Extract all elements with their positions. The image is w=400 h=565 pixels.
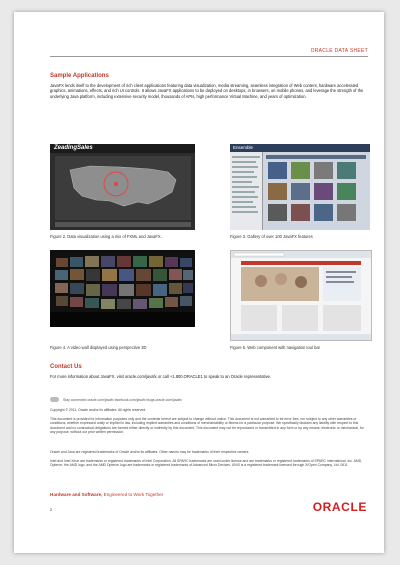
- contact-title: Contact Us: [50, 364, 82, 370]
- legal-intel-sparc: Intel and Intel Xeon are trademarks or registered trademarks of Intel Corporation. All SPARC trademarks are used under license and are trademarks or registered trademarks of SPARC International, Inc. AMD, Opteron, the AMD logo, and the AMD Opteron logo are trademarks or registered trademarks of Advanced Micro Devices. UNIX is a registered trademark licensed through X/Open Company, Ltd. 0611: [50, 459, 363, 468]
- figure-2-image: [50, 144, 195, 230]
- datasheet-label: ORACLE DATA SHEET: [310, 48, 368, 54]
- cloud-icon: [50, 397, 59, 402]
- video-wall-3d: [50, 250, 195, 327]
- figure-5-image: [230, 250, 372, 341]
- figure-5-caption: Figure 5. Web component with navigation tool bar: [230, 345, 321, 350]
- figure-3-app-title: Ensemble: [233, 145, 254, 150]
- figure-3-caption: Figure 3. Gallery of over 100 JavaFX features: [230, 234, 313, 239]
- sample-apps-title: Sample Applications: [50, 73, 109, 79]
- oracle-logo: ORACLE: [312, 500, 367, 514]
- tagline: [50, 492, 163, 497]
- ensemble-gallery-grid: [230, 144, 370, 230]
- datasheet-page: [14, 12, 384, 553]
- social-row: [50, 397, 182, 402]
- legal-disclaimer: This document is provided for information purposes only and the contents hereof are subject to change without notice. This document is not warranted to be error-free, nor subject to any other warranties or conditions, whether expressed orally or implied in law, including implied warranties and conditions of merchantability or fitness for a particular purpose. We specifically disclaim any liability with respect to this document and no contractual obligations are formed either directly or indirectly by this document. This document may not be reproduced or transmitted in any form or by any means, electronic or mechanical, for any purpose, without our prior written permission.: [50, 417, 364, 434]
- legal-trademarks: Oracle and Java are registered trademarks of Oracle and/or its affiliates. Other names may be trademarks of their respective owners.: [50, 450, 250, 454]
- page-number: 2: [50, 507, 53, 512]
- figure-4-caption: Figure 4. A video wall displayed using perspective 3D: [50, 345, 147, 350]
- figure-4-image: [50, 250, 195, 327]
- copyright: Copyright © 2011, Oracle and/or its affiliates. All rights reserved.: [50, 408, 147, 412]
- figure-2-caption: Figure 2. Data visualization using a mix of FXML and JavaFX.: [50, 234, 162, 239]
- web-component-browser: [231, 251, 371, 340]
- tagline-rest: Engineered to Work Together: [103, 492, 164, 497]
- tagline-bold: Hardware and Software,: [50, 492, 103, 497]
- figure-2-app-title: ZeadingSales: [54, 145, 93, 151]
- us-map-visualization: [50, 144, 195, 230]
- social-links[interactable]: Stay connected oracle.com/javafx facebook.com/javafx blogs.oracle.com/javafx: [63, 397, 182, 402]
- header-rule: [50, 56, 368, 57]
- sample-apps-body: JavaFX lends itself to the development of rich client applications featuring data visualization, media streaming, seamless integration of Web content, hardware accelerated graphics, animations, effects, and rich UI controls. It allows JavaFX applications to be deployed on desktops, in browsers, on mobile phones, and leverage the strength of the underlying Java platform, including extensive security model, thousands of APIs, high performance Virtual Machine, and years of optimization.: [50, 83, 364, 99]
- contact-body: For more information about JavaFX, visit oracle.com/javafx or call +1.800.ORACLE1 to speak to an Oracle representative.: [50, 374, 272, 379]
- figure-3-image: [230, 144, 370, 230]
